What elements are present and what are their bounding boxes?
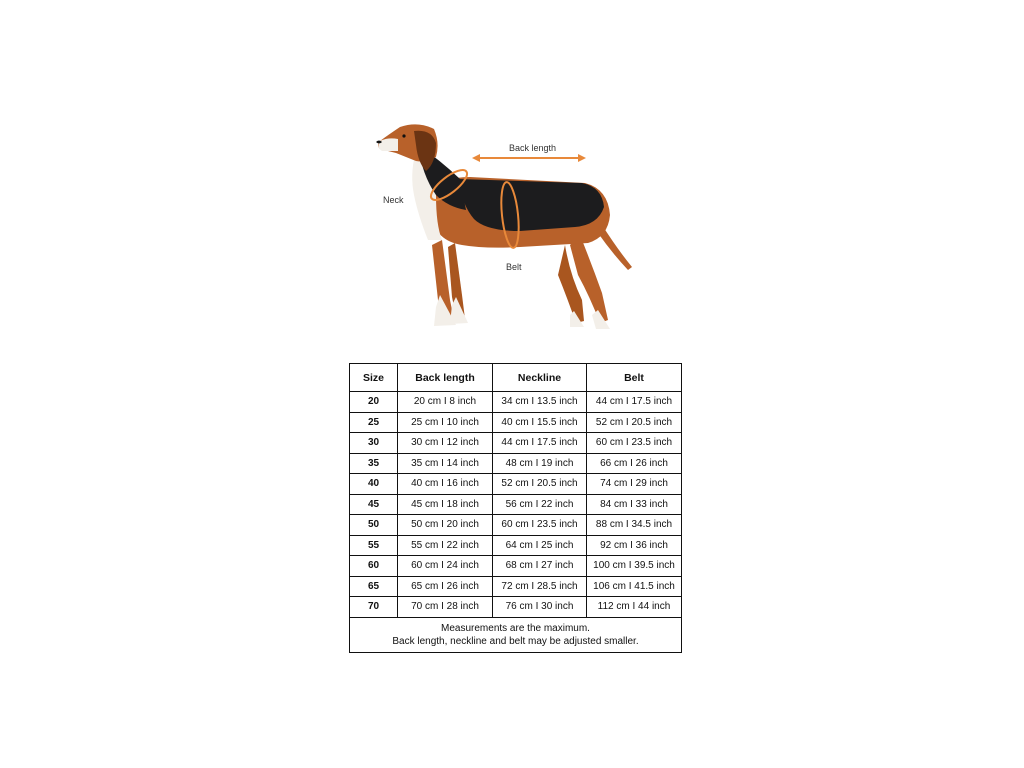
cell-size: 30 <box>350 433 398 454</box>
cell-belt: 92 cm I 36 inch <box>587 535 682 556</box>
measurement-note <box>350 617 682 652</box>
cell-back-length: 20 cm I 8 inch <box>398 392 493 413</box>
table-row <box>350 597 682 618</box>
cell-belt: 66 cm I 26 inch <box>587 453 682 474</box>
cell-back-length: 35 cm I 14 inch <box>398 453 493 474</box>
cell-back-length: 65 cm I 26 inch <box>398 576 493 597</box>
back-length-label: Back length <box>509 143 557 153</box>
note-line: Measurements are the maximum. <box>441 622 590 634</box>
cell-neckline: 76 cm I 30 inch <box>493 597 587 618</box>
table-row <box>350 494 682 515</box>
cell-back-length: 25 cm I 10 inch <box>398 412 493 433</box>
cell-back-length: 40 cm I 16 inch <box>398 474 493 495</box>
cell-belt: 106 cm I 41.5 inch <box>587 576 682 597</box>
header-back-length: Back length <box>398 364 493 392</box>
belt-label: Belt <box>506 262 522 272</box>
cell-size: 65 <box>350 576 398 597</box>
cell-size: 20 <box>350 392 398 413</box>
table-row <box>350 576 682 597</box>
note-row <box>350 617 682 652</box>
cell-belt: 100 cm I 39.5 inch <box>587 556 682 577</box>
cell-size: 35 <box>350 453 398 474</box>
table-row <box>350 433 682 454</box>
table-row <box>350 535 682 556</box>
dog-saddle <box>458 179 604 231</box>
cell-belt: 84 cm I 33 inch <box>587 494 682 515</box>
cell-back-length: 50 cm I 20 inch <box>398 515 493 536</box>
cell-belt: 74 cm I 29 inch <box>587 474 682 495</box>
note-line: Back length, neckline and belt may be adjusted smaller. <box>392 635 639 647</box>
back-length-arrow <box>472 154 586 162</box>
cell-belt: 112 cm I 44 inch <box>587 597 682 618</box>
cell-size: 25 <box>350 412 398 433</box>
cell-size: 50 <box>350 515 398 536</box>
cell-neckline: 72 cm I 28.5 inch <box>493 576 587 597</box>
cell-neckline: 68 cm I 27 inch <box>493 556 587 577</box>
cell-belt: 52 cm I 20.5 inch <box>587 412 682 433</box>
table-row <box>350 556 682 577</box>
cell-belt: 88 cm I 34.5 inch <box>587 515 682 536</box>
table-row <box>350 515 682 536</box>
cell-neckline: 56 cm I 22 inch <box>493 494 587 515</box>
cell-neckline: 60 cm I 23.5 inch <box>493 515 587 536</box>
cell-neckline: 64 cm I 25 inch <box>493 535 587 556</box>
cell-neckline: 52 cm I 20.5 inch <box>493 474 587 495</box>
cell-back-length: 45 cm I 18 inch <box>398 494 493 515</box>
cell-back-length: 30 cm I 12 inch <box>398 433 493 454</box>
cell-belt: 60 cm I 23.5 inch <box>587 433 682 454</box>
header-size: Size <box>350 364 398 392</box>
size-chart-table <box>349 363 682 653</box>
cell-back-length: 70 cm I 28 inch <box>398 597 493 618</box>
header-neckline: Neckline <box>493 364 587 392</box>
table-row <box>350 474 682 495</box>
neck-label: Neck <box>383 195 404 205</box>
cell-neckline: 34 cm I 13.5 inch <box>493 392 587 413</box>
cell-back-length: 60 cm I 24 inch <box>398 556 493 577</box>
cell-neckline: 48 cm I 19 inch <box>493 453 587 474</box>
cell-neckline: 40 cm I 15.5 inch <box>493 412 587 433</box>
cell-size: 70 <box>350 597 398 618</box>
cell-size: 40 <box>350 474 398 495</box>
header-belt: Belt <box>587 364 682 392</box>
cell-size: 55 <box>350 535 398 556</box>
cell-back-length: 55 cm I 22 inch <box>398 535 493 556</box>
table-row <box>350 453 682 474</box>
dog-measurement-diagram <box>370 115 650 340</box>
table-header-row <box>350 364 682 392</box>
table-row <box>350 412 682 433</box>
cell-neckline: 44 cm I 17.5 inch <box>493 433 587 454</box>
cell-size: 60 <box>350 556 398 577</box>
cell-belt: 44 cm I 17.5 inch <box>587 392 682 413</box>
cell-size: 45 <box>350 494 398 515</box>
dog-eye <box>402 134 405 137</box>
table-row <box>350 392 682 413</box>
